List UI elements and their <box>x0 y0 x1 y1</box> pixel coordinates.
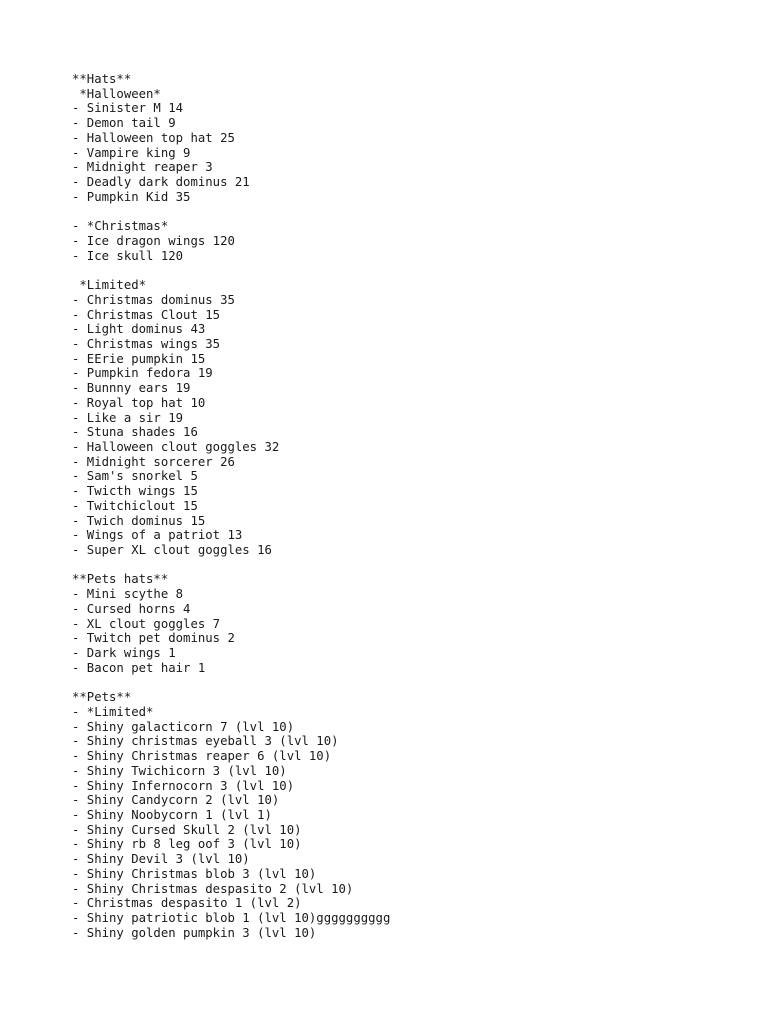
text-line: - Shiny Twichicorn 3 (lvl 10) <box>72 763 287 778</box>
text-line: *Limited* <box>72 278 147 293</box>
text-line: - Bunnny ears 19 <box>72 381 191 396</box>
text-line: - Halloween top hat 25 <box>72 130 235 145</box>
text-line: - Vampire king 9 <box>72 145 191 160</box>
text-line: - Christmas despasito 1 (lvl 2) <box>72 896 302 911</box>
text-line: - Halloween clout goggles 32 <box>72 439 280 454</box>
text-line: - Twich dominus 15 <box>72 513 206 528</box>
text-line: - Light dominus 43 <box>72 322 206 337</box>
text-line: - Ice skull 120 <box>72 248 184 263</box>
document-page <box>72 72 752 940</box>
text-line: - Stuna shades 16 <box>72 425 198 440</box>
text-line: - Like a sir 19 <box>72 410 184 425</box>
text-line: - *Christmas* <box>72 219 169 234</box>
text-line: - Sinister M 14 <box>72 101 184 116</box>
text-line: - Cursed horns 4 <box>72 601 191 616</box>
text-line: - Shiny patriotic blob 1 (lvl 10)gggggggggg <box>72 910 391 925</box>
text-line: - Demon tail 9 <box>72 116 176 131</box>
text-line: - Shiny Noobycorn 1 (lvl 1) <box>72 807 272 822</box>
text-line: - Shiny golden pumpkin 3 (lvl 10) <box>72 925 317 940</box>
text-line: - Wings of a patriot 13 <box>72 528 243 543</box>
text-line: - Royal top hat 10 <box>72 395 206 410</box>
text-line: - EErie pumpkin 15 <box>72 351 206 366</box>
text-line: - Pumpkin fedora 19 <box>72 366 213 381</box>
text-line: - Christmas Clout 15 <box>72 307 221 322</box>
text-line: - Shiny Christmas despasito 2 (lvl 10) <box>72 881 354 896</box>
text-line: **Pets hats** <box>72 572 169 587</box>
text-line: - *Limited* <box>72 704 154 719</box>
text-line: - Midnight reaper 3 <box>72 160 213 175</box>
text-line: - Super XL clout goggles 16 <box>72 543 272 557</box>
text-line: - Ice dragon wings 120 <box>72 233 235 248</box>
text-line: - Pumpkin Kid 35 <box>72 189 191 204</box>
text-line: - Bacon pet hair 1 <box>72 660 206 675</box>
text-line: - Shiny Christmas blob 3 (lvl 10) <box>72 866 317 881</box>
text-line: **Pets** <box>72 690 132 705</box>
blank-line <box>72 263 752 278</box>
blank-line <box>72 675 752 690</box>
text-line: - Mini scythe 8 <box>72 587 184 602</box>
blank-line <box>72 558 752 573</box>
text-line: - Shiny rb 8 leg oof 3 (lvl 10) <box>72 837 302 852</box>
text-line: - Shiny christmas eyeball 3 (lvl 10) <box>72 734 339 749</box>
text-line: - Shiny Christmas reaper 6 (lvl 10) <box>72 749 332 764</box>
blank-line <box>72 204 752 219</box>
text-line: - XL clout goggles 7 <box>72 616 221 631</box>
text-line: - Midnight sorcerer 26 <box>72 454 235 469</box>
text-line: - Twitch pet dominus 2 <box>72 631 235 646</box>
text-line: - Twitchiclout 15 <box>72 498 198 513</box>
text-line: - Shiny Cursed Skull 2 (lvl 10) <box>72 822 302 837</box>
text-line: - Christmas wings 35 <box>72 336 221 351</box>
text-line: - Shiny Infernocorn 3 (lvl 10) <box>72 778 295 793</box>
text-line: - Shiny Devil 3 (lvl 10) <box>72 852 250 867</box>
text-line: - Twicth wings 15 <box>72 484 198 499</box>
text-line: **Hats** <box>72 72 132 86</box>
text-line: - Dark wings 1 <box>72 646 176 661</box>
text-line: *Halloween* <box>72 86 161 101</box>
text-line: - Shiny Candycorn 2 (lvl 10) <box>72 793 280 808</box>
text-line: - Sam's snorkel 5 <box>72 469 198 484</box>
text-line: - Deadly dark dominus 21 <box>72 175 250 190</box>
text-line: - Christmas dominus 35 <box>72 292 235 307</box>
text-line: - Shiny galacticorn 7 (lvl 10) <box>72 719 295 734</box>
